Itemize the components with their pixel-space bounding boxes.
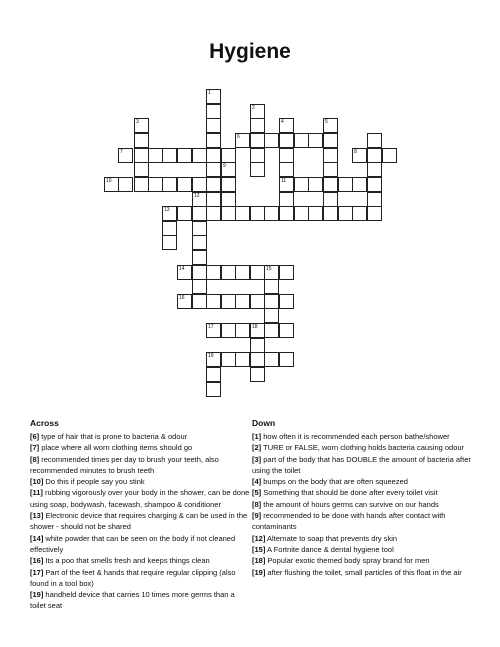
grid-cell[interactable]	[323, 162, 338, 177]
grid-cell[interactable]	[192, 148, 207, 163]
across-heading: Across	[30, 418, 59, 428]
grid-cell[interactable]	[221, 323, 236, 338]
clue-label: [12]	[252, 533, 266, 543]
down-clue	[252, 499, 474, 510]
grid-cell[interactable]	[206, 162, 221, 177]
grid-cell[interactable]	[323, 206, 338, 221]
down-clue	[252, 487, 474, 498]
grid-cell[interactable]	[250, 338, 265, 353]
grid-cell[interactable]	[323, 192, 338, 207]
clue-number: 15	[266, 266, 272, 272]
clue-label: [7]	[30, 443, 40, 453]
across-clue	[30, 533, 252, 556]
grid-cell[interactable]	[206, 294, 221, 309]
clue-label: [8]	[30, 454, 40, 464]
clue-text: Something that should be done after every toilet visit	[261, 488, 438, 498]
grid-cell[interactable]	[235, 352, 250, 367]
clue-label: [13]	[30, 511, 44, 521]
clue-label: [6]	[30, 432, 40, 441]
grid-cell[interactable]	[279, 265, 294, 280]
grid-cell[interactable]	[177, 177, 192, 192]
grid-cell[interactable]	[206, 133, 221, 148]
down-clue	[252, 533, 474, 544]
clue-label: [10]	[30, 477, 44, 487]
clue-number: 5	[325, 119, 328, 125]
down-clue	[252, 555, 474, 566]
down-clue	[252, 442, 474, 453]
grid-cell[interactable]	[206, 104, 221, 119]
clue-number: 6	[237, 134, 240, 140]
grid-cell[interactable]	[221, 148, 236, 163]
grid-cell[interactable]	[338, 177, 353, 192]
grid-cell[interactable]	[206, 89, 221, 104]
clue-label: [5]	[252, 488, 262, 498]
grid-cell[interactable]	[192, 192, 207, 207]
grid-cell[interactable]	[264, 206, 279, 221]
grid-cell[interactable]	[162, 206, 177, 221]
grid-cell[interactable]	[221, 177, 236, 192]
clue-text: white powder that can be seen on the body if not cleaned effectively	[30, 533, 236, 554]
across-clue	[30, 476, 252, 487]
grid-cell[interactable]	[367, 206, 382, 221]
clue-number: 3	[136, 119, 139, 125]
grid-cell[interactable]	[162, 177, 177, 192]
clue-number: 7	[120, 149, 123, 155]
grid-cell[interactable]	[250, 148, 265, 163]
grid-cell[interactable]	[264, 323, 279, 338]
clue-text: Do this if people say you stink	[43, 477, 145, 487]
clue-text: rubbing vigorously over your body in the shower, can be done using soap, bodywash, facewash, shampoo & conditioner	[30, 488, 250, 509]
across-clue	[30, 510, 252, 533]
grid-cell[interactable]	[352, 177, 367, 192]
grid-cell[interactable]	[323, 133, 338, 148]
clue-number: 9	[223, 163, 226, 169]
clue-label: [19]	[252, 567, 266, 577]
grid-cell[interactable]	[177, 206, 192, 221]
grid-cell[interactable]	[250, 133, 265, 148]
across-clue	[30, 567, 252, 590]
across-clues	[30, 418, 252, 612]
grid-cell[interactable]	[192, 294, 207, 309]
down-clue	[252, 567, 474, 578]
grid-cell[interactable]	[235, 206, 250, 221]
across-clue	[30, 555, 252, 566]
grid-cell[interactable]	[264, 133, 279, 148]
grid-cell[interactable]	[235, 323, 250, 338]
down-clue	[252, 544, 474, 555]
grid-cell[interactable]	[308, 206, 323, 221]
across-clue	[30, 431, 252, 442]
grid-cell[interactable]	[221, 265, 236, 280]
grid-cell[interactable]	[206, 323, 221, 338]
grid-cell[interactable]	[294, 177, 309, 192]
page-title: Hygiene	[209, 40, 291, 63]
clue-label: [8]	[252, 499, 262, 509]
grid-cell[interactable]	[192, 177, 207, 192]
grid-cell[interactable]	[294, 133, 309, 148]
grid-cell[interactable]	[162, 148, 177, 163]
grid-cell[interactable]	[264, 265, 279, 280]
clue-text: Part of the feet & hands that require regular clipping (also found in a tool box)	[30, 567, 236, 588]
grid-cell[interactable]	[162, 235, 177, 250]
grid-cell[interactable]	[279, 148, 294, 163]
grid-cell[interactable]	[250, 118, 265, 133]
grid-cell[interactable]	[250, 265, 265, 280]
clue-label: [3]	[252, 454, 262, 464]
grid-cell[interactable]	[235, 265, 250, 280]
clue-label: [1]	[252, 432, 262, 441]
clue-text: part of the body that has DOUBLE the amount of bacteria after using the toilet	[252, 454, 471, 475]
grid-cell[interactable]	[221, 206, 236, 221]
grid-cell[interactable]	[206, 367, 221, 382]
clue-number: 19	[208, 353, 214, 359]
grid-cell[interactable]	[118, 177, 133, 192]
grid-cell[interactable]	[308, 177, 323, 192]
clue-number: 2	[252, 105, 255, 111]
grid-cell[interactable]	[279, 323, 294, 338]
clue-label: [18]	[252, 556, 266, 566]
grid-cell[interactable]	[279, 133, 294, 148]
grid-cell[interactable]	[177, 148, 192, 163]
grid-cell[interactable]	[250, 104, 265, 119]
clue-label: [17]	[30, 567, 44, 577]
clue-text: how often it is recommended each person bathe/shower	[261, 432, 450, 441]
grid-cell[interactable]	[264, 352, 279, 367]
down-heading: Down	[252, 418, 276, 428]
grid-cell[interactable]	[367, 148, 382, 163]
clue-text: the amount of hours germs can survive on our hands	[261, 499, 439, 509]
grid-cell[interactable]	[352, 206, 367, 221]
grid-cell[interactable]	[148, 177, 163, 192]
grid-cell[interactable]	[264, 294, 279, 309]
grid-cell[interactable]	[206, 265, 221, 280]
clue-number: 17	[208, 324, 214, 330]
grid-cell[interactable]	[308, 133, 323, 148]
grid-cell[interactable]	[177, 294, 192, 309]
clue-number: 16	[179, 295, 185, 301]
grid-cell[interactable]	[134, 133, 149, 148]
grid-cell[interactable]	[192, 265, 207, 280]
grid-cell[interactable]	[235, 294, 250, 309]
clue-label: [4]	[252, 477, 262, 487]
grid-cell[interactable]	[367, 192, 382, 207]
grid-cell[interactable]	[279, 192, 294, 207]
grid-cell[interactable]	[221, 162, 236, 177]
down-clue	[252, 476, 474, 487]
clue-text: Electronic device that requires charging & can be used in the shower - should not be shared	[30, 511, 248, 532]
grid-cell[interactable]	[206, 206, 221, 221]
grid-cell[interactable]	[148, 148, 163, 163]
grid-cell[interactable]	[338, 206, 353, 221]
clue-text: A Fortnite dance & dental hygiene tool	[265, 544, 394, 554]
clue-label: [16]	[30, 556, 44, 566]
across-clue	[30, 442, 252, 453]
clue-number: 8	[354, 149, 357, 155]
clue-text: Alternate to soap that prevents dry skin	[265, 533, 398, 543]
grid-cell[interactable]	[206, 177, 221, 192]
grid-cell[interactable]	[206, 192, 221, 207]
clue-number: 4	[281, 119, 284, 125]
grid-cell[interactable]	[206, 352, 221, 367]
grid-cell[interactable]	[279, 118, 294, 133]
clue-label: [9]	[252, 511, 262, 521]
down-clue	[252, 510, 474, 533]
grid-cell[interactable]	[206, 148, 221, 163]
grid-cell[interactable]	[279, 206, 294, 221]
grid-cell[interactable]	[134, 162, 149, 177]
grid-cell[interactable]	[221, 192, 236, 207]
grid-cell[interactable]	[279, 352, 294, 367]
grid-cell[interactable]	[279, 162, 294, 177]
clue-text: Its a poo that smells fresh and keeps things clean	[43, 556, 210, 566]
clue-number: 18	[252, 324, 258, 330]
grid-cell[interactable]	[323, 148, 338, 163]
grid-cell[interactable]	[134, 177, 149, 192]
grid-cell[interactable]	[264, 279, 279, 294]
grid-cell[interactable]	[323, 177, 338, 192]
grid-cell[interactable]	[279, 294, 294, 309]
clue-number: 11	[281, 178, 287, 184]
across-clue	[30, 487, 252, 510]
clue-text: Popular exotic themed body spray brand for men	[265, 556, 430, 566]
clue-text: TURE or FALSE, worn clothing holds bacteria causing odour	[261, 443, 465, 453]
clue-label: [14]	[30, 533, 44, 543]
grid-cell[interactable]	[134, 148, 149, 163]
grid-cell[interactable]	[118, 148, 133, 163]
grid-cell[interactable]	[134, 118, 149, 133]
grid-cell[interactable]	[382, 148, 397, 163]
grid-cell[interactable]	[367, 177, 382, 192]
grid-cell[interactable]	[192, 221, 207, 236]
clue-text: bumps on the body that are often squeezed	[261, 477, 408, 487]
grid-cell[interactable]	[192, 206, 207, 221]
grid-cell[interactable]	[323, 118, 338, 133]
clue-number: 12	[194, 193, 200, 199]
grid-cell[interactable]	[367, 162, 382, 177]
clue-number: 1	[208, 90, 211, 96]
grid-cell[interactable]	[367, 133, 382, 148]
across-clue	[30, 454, 252, 477]
clue-label: [11]	[30, 488, 43, 498]
clue-label: [19]	[30, 590, 44, 600]
clue-text: after flushing the toilet, small particles of this float in the air	[265, 567, 462, 577]
down-clue	[252, 431, 474, 442]
grid-cell[interactable]	[221, 352, 236, 367]
clue-number: 13	[164, 207, 170, 213]
grid-cell[interactable]	[250, 323, 265, 338]
clue-number: 14	[179, 266, 185, 272]
grid-cell[interactable]	[104, 177, 119, 192]
clue-text: recommended to be done with hands after contact with contaminants	[252, 511, 446, 532]
grid-cell[interactable]	[206, 382, 221, 397]
grid-cell[interactable]	[279, 177, 294, 192]
grid-cell[interactable]	[294, 206, 309, 221]
grid-cell[interactable]	[235, 133, 250, 148]
grid-cell[interactable]	[221, 294, 236, 309]
grid-cell[interactable]	[250, 367, 265, 382]
grid-cell[interactable]	[250, 162, 265, 177]
grid-cell[interactable]	[250, 352, 265, 367]
clue-number: 10	[106, 178, 112, 184]
grid-cell[interactable]	[192, 235, 207, 250]
across-clue	[30, 589, 252, 612]
clue-text: handheld device that carries 10 times more germs than a toilet seat	[30, 590, 235, 611]
grid-cell[interactable]	[177, 265, 192, 280]
grid-cell[interactable]	[352, 148, 367, 163]
clue-label: [2]	[252, 443, 262, 453]
grid-cell[interactable]	[264, 308, 279, 323]
grid-cell[interactable]	[192, 250, 207, 265]
grid-cell[interactable]	[162, 221, 177, 236]
clue-text: type of hair that is prone to bacteria & odour	[39, 432, 188, 441]
clue-text: recommended times per day to brush your teeth, also recommended minutes to brush teeth	[30, 454, 219, 475]
down-clue	[252, 454, 474, 477]
down-clues	[252, 418, 474, 578]
clue-text: place where all worn clothing items should go	[39, 443, 193, 453]
grid-cell[interactable]	[250, 294, 265, 309]
grid-cell[interactable]	[192, 279, 207, 294]
grid-cell[interactable]	[250, 206, 265, 221]
clue-label: [15]	[252, 544, 266, 554]
grid-cell[interactable]	[206, 118, 221, 133]
